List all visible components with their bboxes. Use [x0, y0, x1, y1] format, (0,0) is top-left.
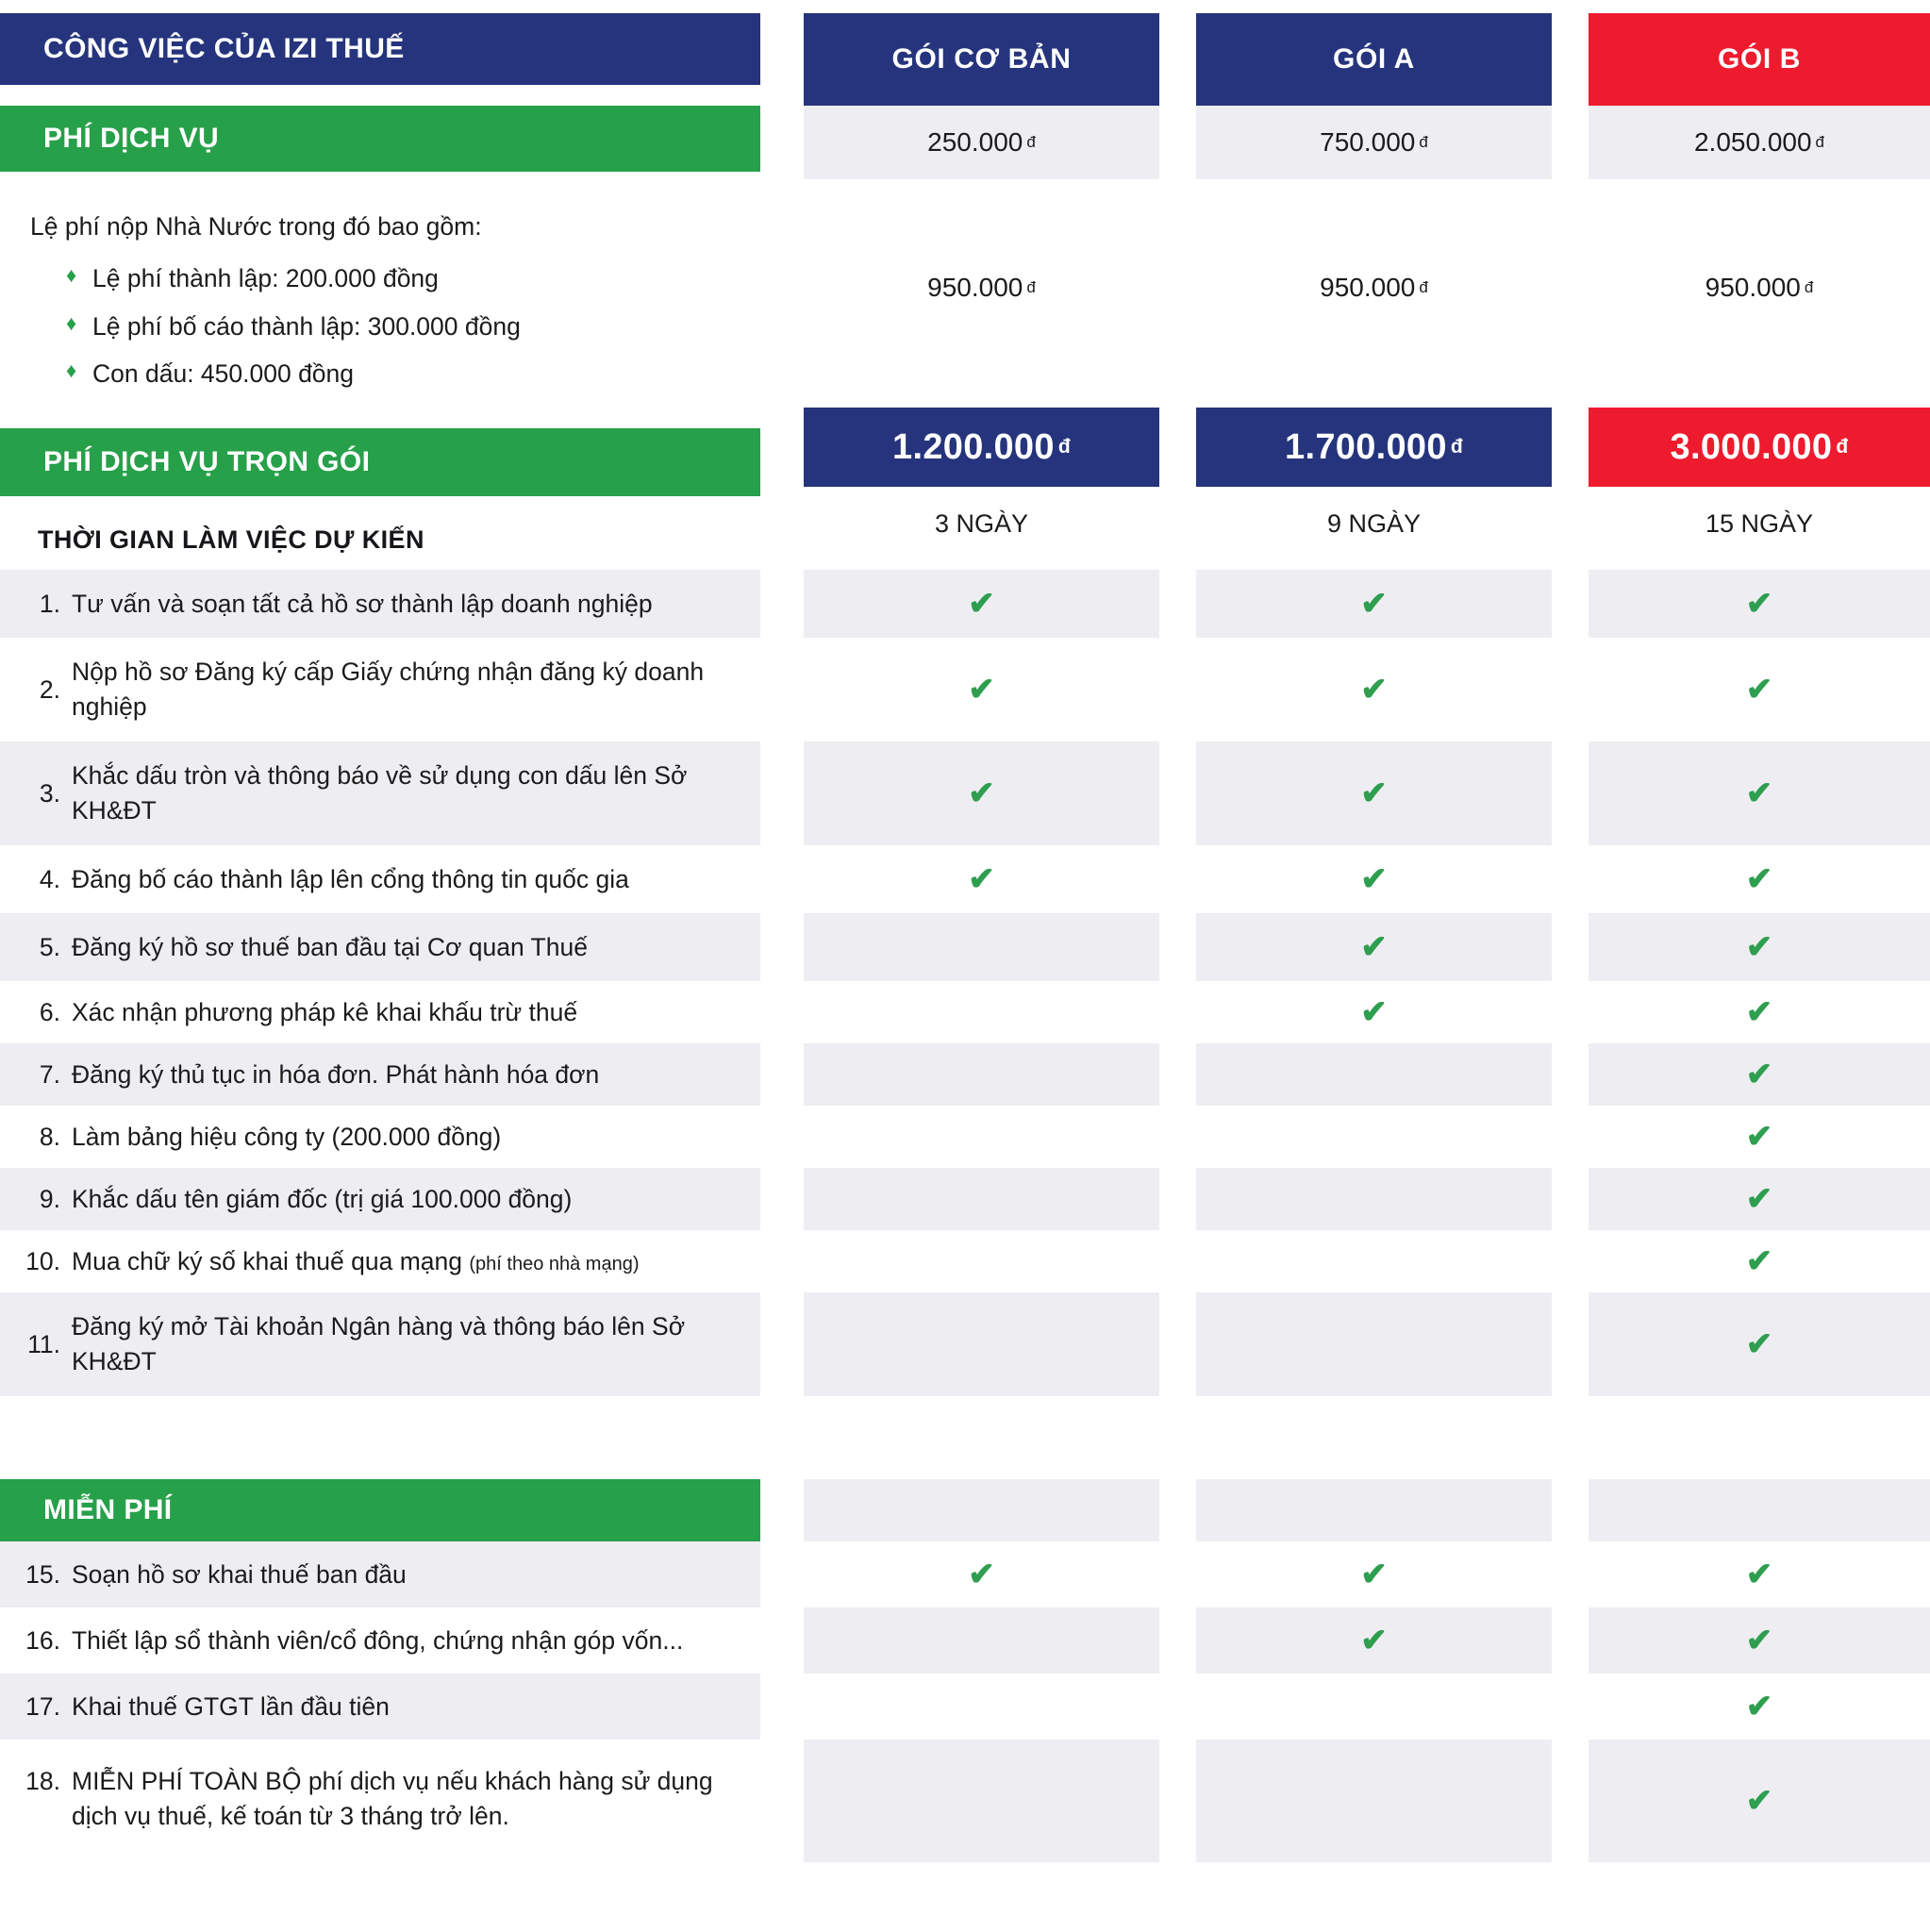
check-cell — [1196, 570, 1552, 638]
list-item-number: 7. — [39, 1059, 60, 1089]
state-fee-intro: Lệ phí nộp Nhà Nước trong đó bao gồm: — [30, 212, 482, 241]
package-state-fee-0 — [804, 179, 1159, 396]
list-item-label: Đăng bố cáo thành lập lên cổng thông tin quốc gia — [72, 864, 629, 893]
check-icon: ✔ — [968, 672, 995, 708]
state-fee-list — [28, 255, 732, 397]
list-item-label: Đăng ký thủ tục in hóa đơn. Phát hành hóa đơn — [72, 1059, 600, 1089]
package-header-1 — [1196, 13, 1552, 106]
check-cell-empty — [804, 1740, 1159, 1862]
check-icon: ✔ — [1360, 775, 1388, 811]
table-title — [0, 13, 760, 85]
check-cell — [1196, 981, 1552, 1043]
check-icon: ✔ — [1745, 775, 1773, 811]
package-total-value: 1.700.000 — [1285, 426, 1447, 467]
check-icon: ✔ — [968, 586, 995, 622]
list-item-number: 15. — [25, 1559, 60, 1589]
list-item-label: Tư vấn và soạn tất cả hồ sơ thành lập doanh nghiệp — [72, 589, 653, 618]
list-item-label: Thiết lập sổ thành viên/cổ đông, chứng nhận góp vốn... — [72, 1625, 684, 1655]
table-title-text: CÔNG VIỆC CỦA IZI THUẾ — [43, 33, 405, 64]
list-item — [0, 981, 760, 1043]
duration-label — [0, 509, 760, 570]
check-cell-empty — [1196, 1106, 1552, 1168]
check-cell — [804, 638, 1159, 741]
package-service-fee-value: 750.000 — [1320, 127, 1416, 157]
check-cell-empty — [1196, 1168, 1552, 1230]
list-item-label: Nộp hồ sơ Đăng ký cấp Giấy chứng nhận đăng ký doanh nghiệp — [72, 658, 705, 721]
check-icon: ✔ — [1360, 1623, 1388, 1658]
list-item — [0, 1674, 760, 1740]
list-item — [0, 1607, 760, 1674]
check-cell-empty — [1589, 1479, 1930, 1541]
check-cell — [1196, 913, 1552, 981]
currency-symbol: đ — [1419, 133, 1428, 151]
list-item — [0, 845, 760, 913]
check-cell — [1589, 1740, 1930, 1862]
check-icon: ✔ — [1745, 1689, 1773, 1724]
currency-symbol: đ — [1419, 278, 1428, 296]
currency-symbol: đ — [1804, 278, 1814, 296]
package-days-value: 3 NGÀY — [934, 508, 1029, 538]
check-cell-empty — [804, 1230, 1159, 1292]
check-cell-empty — [804, 1168, 1159, 1230]
package-state-fee-value: 950.000 — [1705, 273, 1801, 302]
list-item-label: Soạn hồ sơ khai thuế ban đầu — [72, 1559, 407, 1589]
check-icon: ✔ — [968, 1557, 995, 1592]
check-cell-empty — [804, 1607, 1159, 1674]
check-cell-empty — [804, 1292, 1159, 1396]
check-icon: ✔ — [968, 861, 995, 897]
check-icon: ✔ — [1745, 1181, 1773, 1217]
check-icon: ✔ — [1745, 1557, 1773, 1592]
list-item-number: 16. — [25, 1625, 60, 1655]
check-cell — [1589, 845, 1930, 913]
package-total-2 — [1589, 408, 1930, 487]
section-service-fee — [0, 106, 760, 172]
package-name: GÓI A — [1333, 43, 1415, 75]
package-days-0 — [804, 487, 1159, 560]
list-item-number: 3. — [39, 778, 60, 808]
list-item — [0, 1541, 760, 1607]
state-fee-item: ♦ Con dấu: 450.000 đồng — [66, 350, 732, 397]
check-cell-empty — [804, 913, 1159, 981]
package-state-fee-2 — [1589, 179, 1930, 396]
check-cell-empty — [1196, 1292, 1552, 1396]
list-item — [0, 1168, 760, 1230]
package-name: GÓI CƠ BẢN — [891, 43, 1072, 75]
list-item — [0, 913, 760, 981]
check-icon: ✔ — [1360, 994, 1388, 1030]
list-item — [0, 570, 760, 638]
check-cell-empty — [1196, 1740, 1552, 1862]
currency-symbol: đ — [1026, 278, 1036, 296]
list-item — [0, 1740, 760, 1862]
check-cell — [1196, 638, 1552, 741]
check-icon: ✔ — [1745, 586, 1773, 622]
list-item-number: 5. — [39, 932, 60, 961]
check-cell-empty — [804, 1106, 1159, 1168]
currency-symbol: đ — [1057, 436, 1071, 458]
check-icon: ✔ — [1360, 929, 1388, 965]
check-cell — [1196, 1541, 1552, 1607]
check-icon: ✔ — [1745, 929, 1773, 965]
check-cell — [1589, 1541, 1930, 1607]
check-icon: ✔ — [1745, 1623, 1773, 1658]
check-cell-empty — [1196, 1674, 1552, 1740]
currency-symbol: đ — [1450, 436, 1463, 458]
check-cell — [1196, 741, 1552, 845]
list-item — [0, 1230, 760, 1292]
currency-symbol: đ — [1026, 133, 1036, 151]
package-state-fee-value: 950.000 — [1320, 273, 1416, 302]
list-item-number: 17. — [25, 1691, 60, 1721]
check-icon: ✔ — [1360, 586, 1388, 622]
list-item-label: Đăng ký mở Tài khoản Ngân hàng và thông báo lên Sở KH&ĐT — [72, 1312, 686, 1375]
list-item-number: 1. — [39, 589, 60, 618]
check-cell — [1589, 741, 1930, 845]
check-cell-empty — [804, 1043, 1159, 1106]
list-item-note: (phí theo nhà mạng) — [469, 1253, 640, 1274]
check-cell — [804, 845, 1159, 913]
check-icon: ✔ — [1360, 1557, 1388, 1592]
list-item — [0, 1292, 760, 1396]
package-header-2 — [1589, 13, 1930, 106]
state-fee-item: ♦ Lệ phí thành lập: 200.000 đồng — [66, 255, 732, 302]
check-icon: ✔ — [1745, 1783, 1773, 1819]
section-service-fee-label: PHÍ DỊCH VỤ — [43, 123, 220, 154]
list-item-number: 11. — [27, 1329, 60, 1358]
package-total-1 — [1196, 408, 1552, 487]
list-item-label: Khắc dấu tròn và thông báo về sử dụng con dấu lên Sở KH&ĐT — [72, 761, 688, 824]
list-item-label: Đăng ký hồ sơ thuế ban đầu tại Cơ quan Thuế — [72, 932, 588, 961]
check-cell-empty — [804, 981, 1159, 1043]
check-cell-empty — [1196, 1479, 1552, 1541]
list-item-label: Xác nhận phương pháp kê khai khấu trừ thuế — [72, 997, 578, 1026]
package-total-0 — [804, 408, 1159, 487]
check-cell-empty — [1196, 1043, 1552, 1106]
list-item — [0, 741, 760, 845]
check-icon: ✔ — [968, 775, 995, 811]
list-item — [0, 1043, 760, 1106]
check-cell-empty — [1196, 1230, 1552, 1292]
list-item — [0, 1106, 760, 1168]
check-icon: ✔ — [1745, 994, 1773, 1030]
package-header-0 — [804, 13, 1159, 106]
list-item-number: 8. — [39, 1122, 60, 1151]
package-service-fee-1 — [1196, 106, 1552, 179]
check-icon: ✔ — [1745, 1243, 1773, 1279]
package-days-2 — [1589, 487, 1930, 560]
state-fee-item: ♦ Lệ phí bố cáo thành lập: 300.000 đồng — [66, 303, 732, 350]
list-item — [0, 638, 760, 741]
package-days-value: 9 NGÀY — [1326, 508, 1422, 538]
check-icon: ✔ — [1745, 1119, 1773, 1155]
currency-symbol: đ — [1815, 133, 1825, 151]
check-icon: ✔ — [1360, 672, 1388, 708]
package-total-value: 3.000.000 — [1670, 426, 1833, 467]
check-cell — [1589, 1674, 1930, 1740]
duration-label-text: THỜI GIAN LÀM VIỆC DỰ KIẾN — [38, 525, 424, 554]
check-icon: ✔ — [1360, 861, 1388, 897]
check-cell — [804, 1541, 1159, 1607]
check-cell-empty — [804, 1674, 1159, 1740]
list-item-number: 6. — [39, 997, 60, 1026]
list-item-number: 9. — [39, 1184, 60, 1213]
package-total-value: 1.200.000 — [892, 426, 1055, 467]
check-cell — [1589, 570, 1930, 638]
section-package-fee-label: PHÍ DỊCH VỤ TRỌN GÓI — [43, 446, 371, 477]
check-cell — [1589, 1168, 1930, 1230]
section-package-fee — [0, 428, 760, 496]
package-name: GÓI B — [1717, 43, 1801, 75]
list-item-label — [72, 1244, 747, 1279]
check-icon: ✔ — [1745, 1326, 1773, 1362]
package-state-fee-1 — [1196, 179, 1552, 396]
check-cell — [1589, 913, 1930, 981]
list-item-number: 4. — [39, 864, 60, 893]
package-service-fee-value: 250.000 — [927, 127, 1023, 157]
check-cell — [1589, 1230, 1930, 1292]
check-cell-empty — [804, 1479, 1159, 1541]
check-cell-empty — [804, 1396, 1159, 1479]
check-cell — [1196, 845, 1552, 913]
check-cell — [1196, 1607, 1552, 1674]
package-service-fee-0 — [804, 106, 1159, 179]
check-cell — [804, 741, 1159, 845]
list-item-label: Khắc dấu tên giám đốc (trị giá 100.000 đồng) — [72, 1184, 573, 1213]
package-service-fee-value: 2.050.000 — [1693, 127, 1812, 157]
check-cell — [1589, 1043, 1930, 1106]
check-icon: ✔ — [1745, 1057, 1773, 1092]
check-cell — [1589, 1106, 1930, 1168]
check-cell — [1589, 638, 1930, 741]
list-item-label: Làm bảng hiệu công ty (200.000 đồng) — [72, 1122, 502, 1151]
section-free-label: MIỄN PHÍ — [43, 1494, 173, 1525]
list-item-label: Khai thuế GTGT lần đầu tiên — [72, 1691, 390, 1721]
check-icon: ✔ — [1745, 672, 1773, 708]
check-cell — [804, 570, 1159, 638]
package-state-fee-value: 950.000 — [927, 273, 1023, 302]
list-item-main-text: Mua chữ ký số khai thuế qua mạng — [72, 1246, 462, 1275]
check-icon: ✔ — [1745, 861, 1773, 897]
list-item-label: MIỄN PHÍ TOÀN BỘ phí dịch vụ nếu khách hàng sử dụng dịch vụ thuế, kế toán từ 3 tháng trở lên. — [72, 1767, 713, 1830]
section-free — [0, 1479, 760, 1541]
state-fee-details — [0, 172, 760, 428]
check-cell-empty — [1196, 1396, 1552, 1479]
list-item-number: 18. — [25, 1767, 60, 1795]
package-days-value: 15 NGÀY — [1705, 508, 1814, 538]
package-service-fee-2 — [1589, 106, 1930, 179]
package-days-1 — [1196, 487, 1552, 560]
check-cell — [1589, 1607, 1930, 1674]
list-item-number: 10. — [25, 1246, 60, 1275]
check-cell-empty — [1589, 1396, 1930, 1479]
check-cell — [1589, 981, 1930, 1043]
check-cell — [1589, 1292, 1930, 1396]
currency-symbol: đ — [1836, 436, 1849, 458]
list-item-number: 2. — [39, 675, 60, 704]
